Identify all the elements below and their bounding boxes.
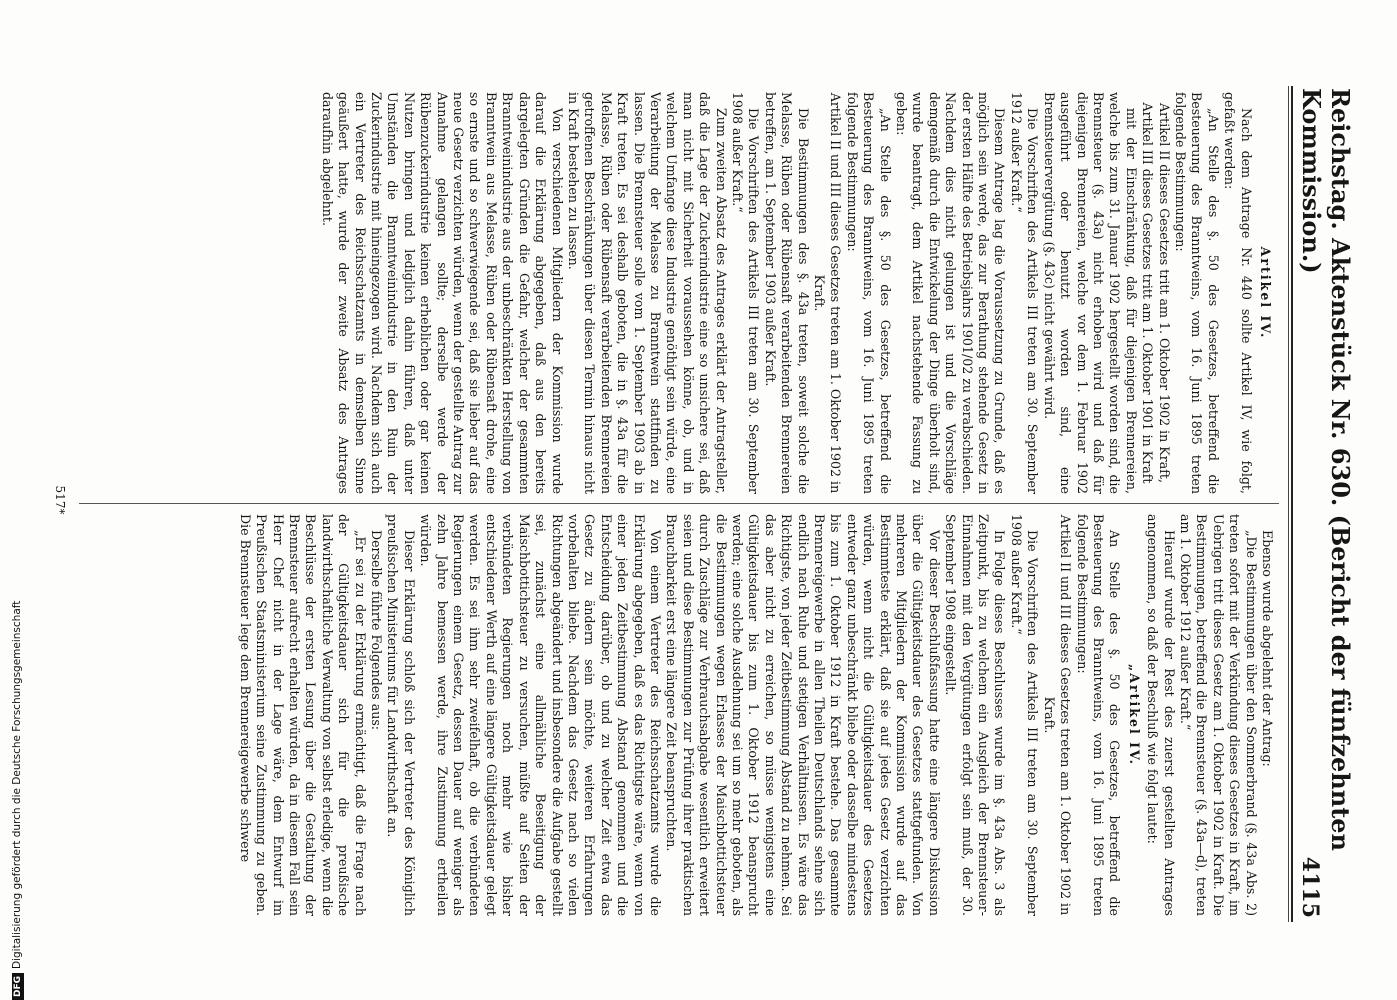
digitization-credit: [0, 0, 23, 1000]
paragraph: Zum zweiten Absatz des Antrages erklärt der Antragsteller, daß die Lage der Zuckerindustrie eine so unsichere sei, daß man nicht mit Sicherheit voraussehen könne, ob, und in welchem Umfange diese Industrie genöthigt sein würde, eine Verarbeitung der Melasse zu Branntwein stattfinden zu lassen. Die Brennsteuer solle vom 1. September 1903 ab in Kraft treten. Es sei deshalb geboten, die in §. 43a für die Melasse, Rüben oder Rübensaft verarbeitenden Brennereien getroffenen Beschränkungen über diesen Termin hinaus nicht in Kraft bestehen zu lassen.: [565, 92, 729, 494]
paragraph: Artikel II dieses Gesetzes tritt am 1. Oktober 1902 in Kraft,: [1156, 103, 1172, 483]
paragraph: Die Bestimmungen des §. 43a treten, soweit solche die Melasse, Rüben oder Rübensaft verarbeitenden Brennereien betreffen, am 1. September 1903 außer Kraft.: [762, 92, 811, 494]
paragraph: Die Vorschriften des Artikels III treten am 30. September 1912 außer Kraft.“: [1008, 92, 1041, 494]
credit-line: [11, 601, 24, 1000]
paragraph: „Er sei zu der Erklärung ermächtigt, daß die Frage nach der Gültigkeitsdauer sich für die preußische landwirthschaftliche Verwaltung von selbst erledige, wenn die Beschlüsse der ersten Lesung über die Gestaltung der Brennsteuer aufrecht erhalten würden, da in diesem Fall sein Herr Chef nicht in der Lage wäre, dem Entwurf im Preußischen Staatsministerium seine Zustimmung zu geben. Die Brennsteuer lege dem Brennereigewerbe schwere: [237, 514, 368, 916]
column-divider: [79, 503, 1279, 504]
paragraph: Artikel II und III dieses Gesetzes treten am 1. Oktober 1902 in Kraft.: [1041, 514, 1074, 916]
paragraph: In Folge dieses Beschlusses wurde im §. 43a Abs. 3 als Zeitpunkt, bis zu welchem ein Ausgleich der Brennsteuer-Einnahmen mit den Vergütungen erfolgt sein muß, der 30. September 1908 eingestellt.: [943, 514, 1008, 916]
paragraph: Nach dem Antrage Nr. 440 sollte Artikel IV, wie folgt, gefaßt werden:: [1222, 92, 1254, 494]
page-number: 4115: [1297, 856, 1323, 918]
paragraph: Vor dieser Beschlußfassung hatte eine längere Diskussion über die Gültigkeitsdauer des Gesetzes stattgefunden. Von mehreren Mitgliedern der Kommission wurde auf das Bestimmteste erklärt, daß sie auf jedes Gesetz verzichten würden, wenn nicht die Gültigkeitsdauer des Gesetzes entweder ganz unbeschränkt bliebe oder dasselbe mindestens bis zum 1. Oktober 1912 in Kraft bestehe. Das gesammte Brennereigewerbe in allen Theilen Deutschlands sehne sich endlich nach Ruhe und stetigen Verhältnissen. Es wäre das Richtigste, von jeder Zeitbestimmung Abstand zu nehmen. Sei das aber nicht zu erreichen, so müsse wenigstens eine Gültigkeitsdauer bis zum 1. Oktober 1912 beansprucht werden; eine solche Ausdehnung sei um so mehr geboten, als die Bestimmungen wegen Erlasses der Maischbottichsteuer durch Zuschläge zur Verbrauchsabgabe wesentlich erweitert seien und diese Bestimmungen zur Prüfung ihrer praktischen Brauchbarkeit erst eine längere Zeit beanspruchten.: [664, 514, 942, 916]
paragraph: Derselbe führte Folgendes aus:: [369, 530, 385, 731]
paragraph: Von einem Vertreter des Reichsschatzamts wurde die Erklärung abgegeben, daß es das Richtigste wäre, wenn von einer jeden Zeitbestimmung Abstand genommen und die Entscheidung darüber, ob und zu welcher Zeit etwa das Gesetz zu ändern sein möchte, weiteren Erfahrungen vorbehalten bliebe. Nachdem das Gesetz nach so vielen Richtungen abgeändert und insbesondere die Aufgabe gestellt sei, zunächst eine allmähliche Beseitigung der Maischbottichsteuer zu versuchen, müßte auf Seiten der verbündeten Regierungen noch mehr wie bisher entschiedener Werth auf eine längere Gültigkeitsdauer gelegt werden. Es sei ihm sehr zweifelhaft, ob die verbündeten Regierungen einem Gesetz, dessen Dauer auf weniger als zehn Jahre bemessen werde, ihre Zustimmung ertheilen würden.: [418, 514, 663, 916]
paragraph: Ebenso wurde abgelehnt der Antrag:: [1260, 530, 1275, 767]
paragraph: Die Vorschriften des Artikels III treten am 30. September 1908 außer Kraft.“: [1008, 514, 1041, 916]
paragraph: Dieser Erklärung schloß sich der Vertreter des Königlich preußischen Ministeriums für Landwirthschaft an.: [385, 514, 417, 916]
paragraph: Hierauf wurde der Rest des zuerst gestellten Antrages angenommen, so daß der Beschluß wie folgt lautet:: [1145, 514, 1177, 916]
page-header: [1297, 88, 1355, 918]
paragraph: Artikel III dieses Gesetzes tritt am 1. Oktober 1901 in Kraft: [1140, 102, 1156, 484]
header-rule-thin: [1288, 86, 1289, 922]
header-title: Reichstag. Aktenstück Nr. 630. (Bericht der fünfzehnten Kommission.): [1297, 88, 1355, 852]
paragraph: Die Vorschriften des Artikels III treten am 30. September 1908 außer Kraft.“: [730, 92, 762, 494]
paragraph: mit der Einschränkung, daß für diejenigen Brennereien, welche bis zum 31. Januar 1902 hergestellt worden sind, die Brennsteuer (§. 43a) nicht erhoben wird und daß für diejenigen Brennereien, welche vor dem 1. Februar 1902 ausgeführt oder benutzt worden sind, eine Brennsteuervergütung (§. 43c) nicht gewährt wird.: [1041, 92, 1139, 494]
paragraph: Von verschiedenen Mitgliedern der Kommission wurde darauf die Erklärung abgegeben, daß aus den bereits dargelegten Gründen die Gefahr, welcher der gesammten Branntweinindustrie aus der unbeschränkten Herstellung von Branntwein aus Melasse, Rüben oder Rübensaft drohe, eine so ernste und so schwerwiegende sei, daß sie lieber auf das neue Gesetz verzichten würden, wenn der gestellte Antrag zur Annahme gelangen sollte; derselbe werde der Rübenzuckerindustrie keinen erheblichen oder gar keinen Nutzen bringen und lediglich dahin führen, daß unter Umständen die Branntweinindustrie in den Ruin der Zuckerindustrie mit hineingezogen wird. Nachdem sich auch ein Vertreter des Reichsschatzamts in demselben Sinne geäußert hatte, wurde der zweite Absatz des Antrages daraufhin abgelehnt.: [319, 92, 565, 494]
paragraph: „An Stelle des §. 50 des Gesetzes, betreffend die Besteuerung des Branntweins, vom 16. Juni 1895 treten folgende Bestimmungen:: [844, 92, 893, 494]
section-heading: Artikel IV.: [1258, 246, 1273, 340]
right-text-column: [95, 514, 1275, 916]
dfg-logo: DFG: [12, 973, 24, 1000]
section-heading: „Artikel IV.: [1126, 663, 1142, 766]
credit-text: Digitalisierung gefördert durch die Deutsche Forschungsgemeinschaft: [11, 600, 23, 969]
paragraph: Diesem Antrage lag die Voraussetzung zu Grunde, daß es möglich sein werde, das zur Berathung stehende Gesetz in der ersten Hälfte des Betriebsjahrs 1901/02 zu verabschieden. Nachdem dies nicht gelungen ist und die Vorschläge demgemäß durch die Entwickelung der Dinge überholt sind, wurde beantragt, dem Artikel nachstehende Fassung zu geben:: [894, 92, 1008, 494]
left-text-column: [95, 92, 1275, 494]
paragraph: Artikel II und III dieses Gesetzes treten am 1. Oktober 1902 in Kraft.: [812, 92, 844, 494]
header-rule: [1291, 86, 1293, 922]
paragraph: „An Stelle des §. 50 des Gesetzes, betreffend die Besteuerung des Branntweins, vom 16. Juni 1895 treten folgende Bestimmungen:: [1172, 92, 1221, 494]
paragraph: An Stelle des §. 50 des Gesetzes, betreffend die Besteuerung des Branntweins, vom 16. Juni 1895 treten folgende Bestimmungen:: [1074, 514, 1123, 916]
paragraph: „Die Bestimmungen über den Sommerbrand (§. 43a Abs. 2) treten sofort mit der Verkündung dieses Gesetzes in Kraft, im Uebrigen tritt dieses Gesetz am 1. Oktober 1902 in Kraft. Die Bestimmungen, betreffend die Brennsteuer (§. 43a—d), treten am 1. Oktober 1912 außer Kraft.“: [1177, 514, 1259, 916]
page-footer: 517*: [53, 485, 67, 515]
